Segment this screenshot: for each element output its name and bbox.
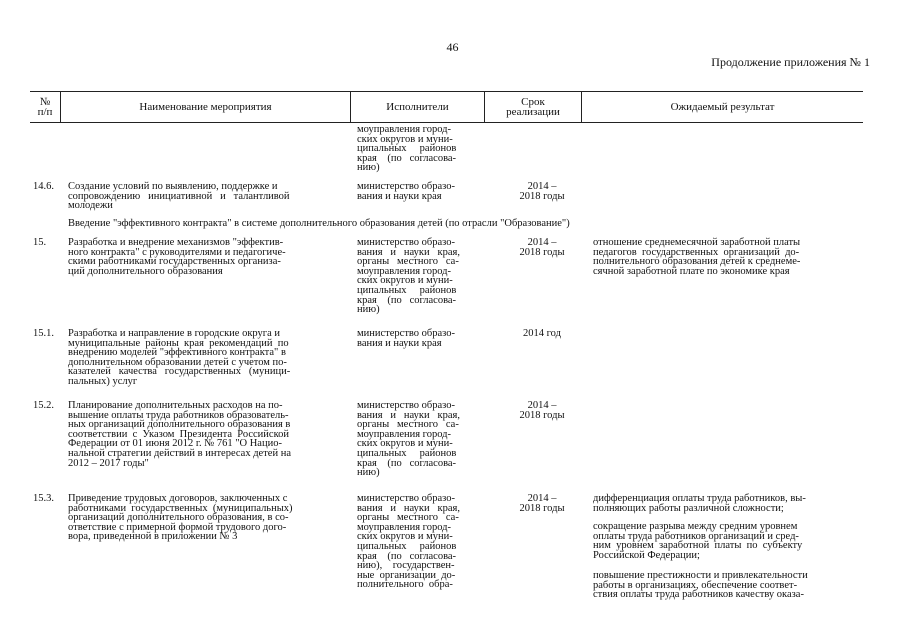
row-name: Приведение трудовых договоров, заключенных с работниками государственных (муниципальных) организаций дополнительного образования, в со- ответствие с примерной формой трудового дого- вора, приведенной в приложении № 3	[68, 493, 293, 543]
row-executors: министерство образо- вания и науки края	[357, 328, 456, 349]
row-executors: министерство образо- вания и науки края	[357, 181, 456, 202]
row-result: сокращение разрыва между средним уровнем оплаты труда работников организаций и сред- ним уровнем заработной платы по субъекту Российской Федерации;	[593, 521, 803, 561]
row-term: 2014 – 2018 годы	[519, 181, 565, 202]
header-term: Срок реализации	[506, 96, 560, 118]
table-header	[30, 91, 863, 123]
row-num: 15.3.	[33, 493, 54, 504]
row-term: 2014 – 2018 годы	[519, 400, 565, 421]
continuation-note: Продолжение приложения № 1	[711, 55, 870, 69]
row-executors: министерство образо- вания и науки края, органы местного са- моуправления город- ских округов и муни- ципальных районов края (по согласова- нию)	[357, 237, 460, 316]
row-term: 2014 год	[523, 328, 561, 339]
row-result: дифференциация оплаты труда работников, вы- полняющих работы различной сложности;	[593, 493, 806, 514]
row-num: 14.6.	[33, 181, 54, 192]
row-executors: моуправления город- ских округов и муни- ципальных районов края (по согласова- нию)	[357, 124, 457, 174]
row-name: Разработка и внедрение механизмов "эффектив- ного контракта" с руководителями и педагогиче- скими работниками государственных организа- ций дополнительного образования	[68, 237, 286, 277]
row-num: 15.	[33, 237, 47, 248]
row-num: 15.2.	[33, 400, 54, 411]
header-name: Наименование мероприятия	[139, 101, 272, 113]
header-result: Ожидаемый результат	[670, 101, 775, 113]
row-result: повышение престижности и привлекательности работы в организациях, обеспечение соответ- ствия оплаты труда работников качеству оказа-	[593, 570, 808, 601]
row-term: 2014 – 2018 годы	[519, 493, 565, 514]
header-num: № п/п	[37, 96, 53, 118]
row-name: Разработка и направление в городские округа и муниципальные районы края рекомендаций по внедрению моделей "эффективного контракта" в дополнительном образовании детей с учетом по- казателей качества государственных (муници- пальных) услуг	[68, 328, 291, 387]
row-executors: министерство образо- вания и науки края, органы местного са- моуправления город- ских округов и муни- ципальных районов края (по согласова- нию)	[357, 400, 460, 479]
row-name: Создание условий по выявлению, поддержке и сопровождению инициативной и талантливой молодежи	[68, 181, 290, 212]
row-result: отношение среднемесячной заработной платы педагогов государственных организаций до- полнительного образования детей к среднеме- сячной заработной плате по экономике края	[593, 237, 801, 277]
page-number: 46	[446, 40, 459, 54]
header-executors: Исполнители	[386, 101, 449, 113]
row-executors: министерство образо- вания и науки края, органы местного са- моуправления город- ских округов и муни- ципальных районов края (по согласова- нию), государствен- ные организации до- полнительного обра-	[357, 493, 460, 591]
row-term: 2014 – 2018 годы	[519, 237, 565, 258]
row-name: Планирование дополнительных расходов на по- вышение оплаты труда работников образователь- ных организаций дополнительного образования в соответствии с Указом Президента Российской Федерации от 01 июня 2012 г. № 761 "О Нацио- нальной стратегии действий в интересах детей на 2012 – 2017 годы"	[68, 400, 291, 469]
row-num: 15.1.	[33, 328, 54, 339]
section-heading: Введение "эффективного контракта" в системе дополнительного образования детей (по отрасли "Образование")	[68, 218, 570, 229]
